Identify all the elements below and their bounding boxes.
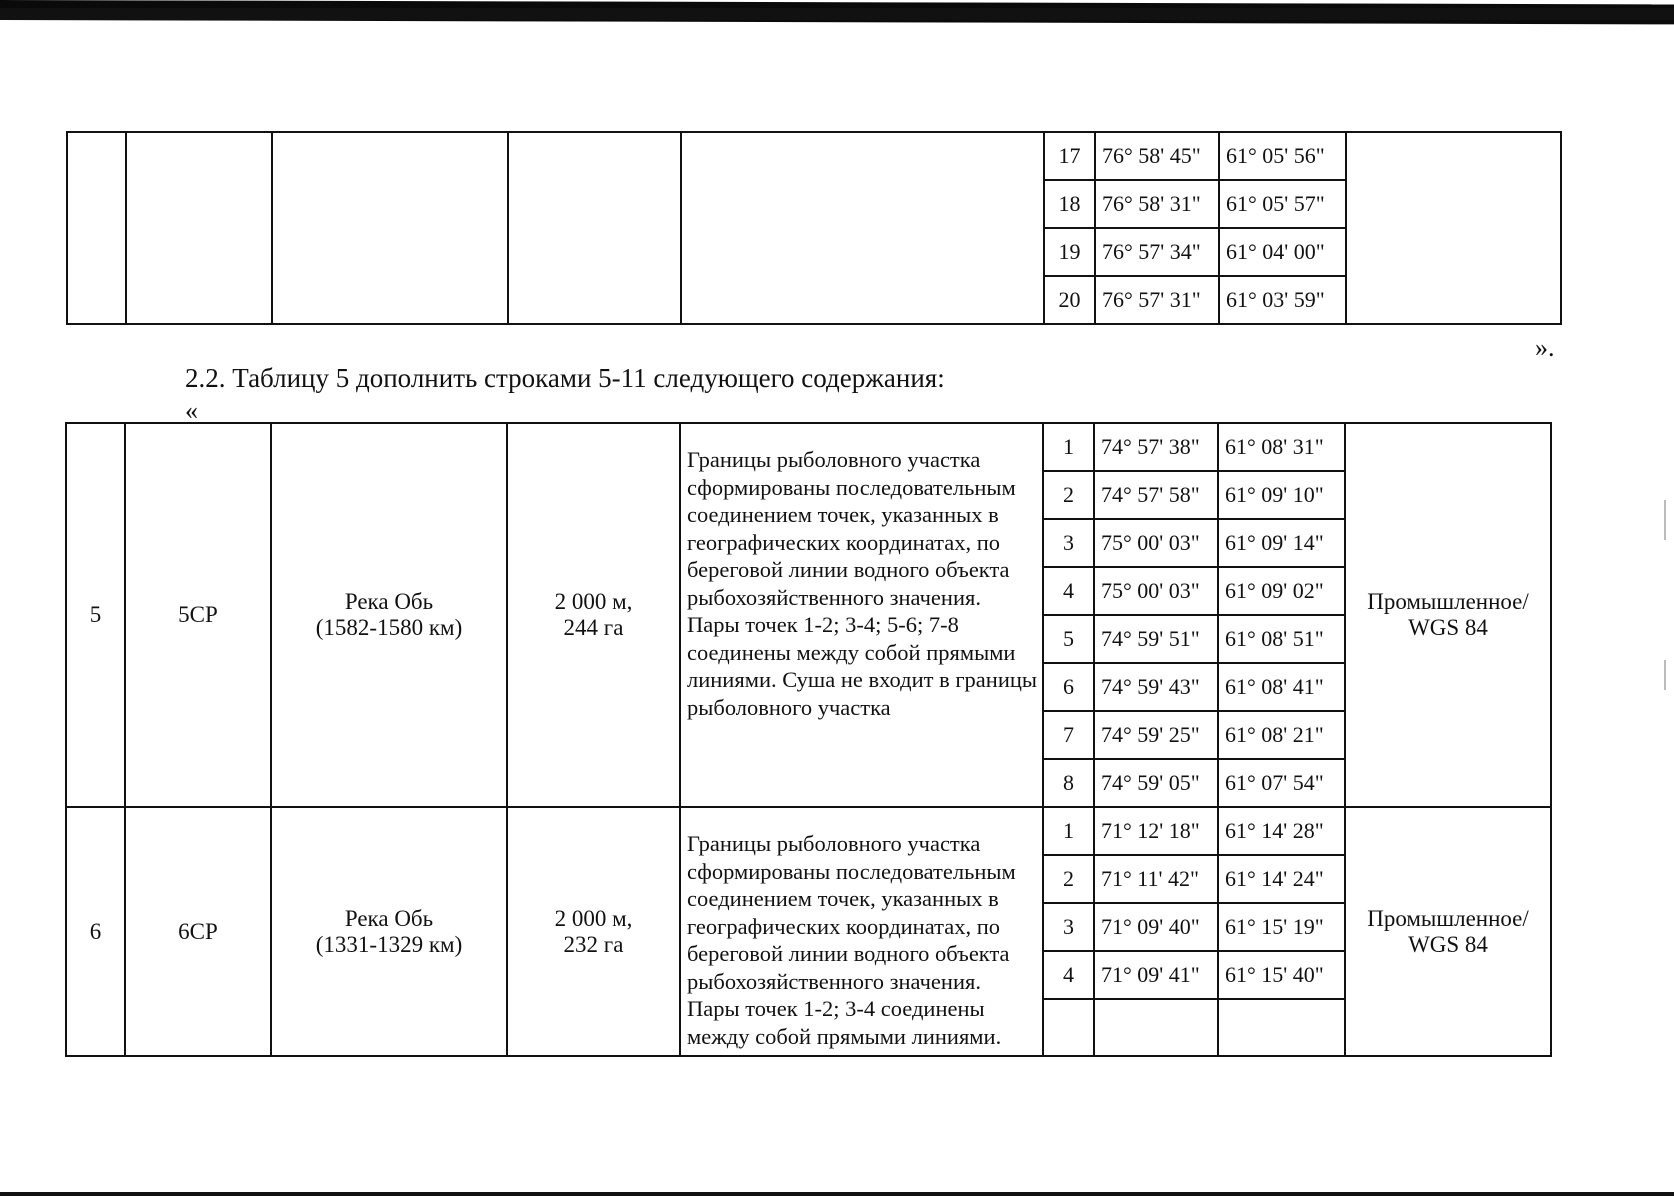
empty-cell [272,132,508,324]
point-number: 18 [1044,180,1095,228]
empty-cell [1346,132,1561,324]
site-area: 244 га [563,615,624,640]
point-longitude: 74° 59' 43" [1094,663,1218,711]
water-body-cell [271,807,507,1056]
table-row [66,423,1551,471]
point-number: 3 [1043,903,1094,951]
empty-cell [508,132,681,324]
site-code: 5СР [125,423,271,807]
empty-cell [126,132,272,324]
point-longitude: 74° 59' 51" [1094,615,1218,663]
point-latitude: 61° 15' 40" [1218,951,1345,999]
point-latitude: 61° 08' 31" [1218,423,1345,471]
scan-artifact [1664,660,1666,690]
empty-cell [1043,999,1094,1056]
size-cell [507,423,680,807]
point-longitude: 71° 09' 41" [1094,951,1218,999]
point-latitude: 61° 05' 57" [1219,180,1346,228]
table-row [67,132,1561,180]
point-latitude: 61° 07' 54" [1218,759,1345,807]
point-longitude: 71° 09' 40" [1094,903,1218,951]
site-length: 2 000 м, [554,905,633,931]
scan-artifact [1664,500,1666,540]
point-number: 2 [1043,471,1094,519]
closing-quote: ». [1535,333,1555,362]
coordinate-datum: WGS 84 [1408,931,1488,957]
boundary-description: Границы рыболовного участка сформированы последовательным соединением точек, указанных в географических координатах, по береговой линии водного объекта рыбохозяйственного значения. Пары точек 1-2; 3-4; 5-6; 7-8 соединены между собой прямыми линиями. Суша не входит в границы рыболовного участка [680,423,1043,807]
point-latitude: 61° 09' 02" [1218,567,1345,615]
coordinate-datum: WGS 84 [1408,615,1488,640]
top-scan-border-inner [0,8,1674,20]
point-number: 4 [1043,951,1094,999]
point-longitude: 71° 12' 18" [1094,807,1218,855]
point-latitude: 61° 05' 56" [1219,132,1346,180]
point-number: 19 [1044,228,1095,276]
point-latitude: 61° 09' 14" [1218,519,1345,567]
point-latitude: 61° 08' 51" [1218,615,1345,663]
point-longitude: 74° 59' 05" [1094,759,1218,807]
bottom-scan-border [0,1192,1674,1196]
empty-cell [681,132,1044,324]
river-km-range: (1582-1580 км) [315,615,463,640]
usage-type: Промышленное/ [1367,589,1529,614]
point-longitude: 74° 59' 25" [1094,711,1218,759]
empty-cell [1218,999,1345,1056]
point-number: 1 [1043,807,1094,855]
point-number: 7 [1043,711,1094,759]
point-longitude: 76° 57' 31" [1095,276,1219,324]
point-latitude: 61° 15' 19" [1218,903,1345,951]
point-number: 3 [1043,519,1094,567]
river-km-range: (1331-1329 км) [315,931,463,957]
empty-cell [1094,999,1218,1056]
point-number: 20 [1044,276,1095,324]
point-longitude: 76° 58' 45" [1095,132,1219,180]
point-longitude: 76° 58' 31" [1095,180,1219,228]
continuation-table [66,131,1562,325]
opening-quote: « [185,396,198,425]
fishing-sites-table [65,422,1552,1057]
usage-type-cell [1345,807,1551,1056]
site-area: 232 га [563,931,624,957]
section-heading: 2.2. Таблицу 5 дополнить строками 5-11 следующего содержания: [185,363,945,393]
point-latitude: 61° 14' 28" [1218,807,1345,855]
point-latitude: 61° 09' 10" [1218,471,1345,519]
point-longitude: 74° 57' 38" [1094,423,1218,471]
entry-number: 6 [66,807,125,1056]
water-body-name: Река Обь [344,589,434,614]
point-latitude: 61° 14' 24" [1218,855,1345,903]
point-latitude: 61° 03' 59" [1219,276,1346,324]
entry-number: 5 [66,423,125,807]
point-longitude: 75° 00' 03" [1094,567,1218,615]
point-latitude: 61° 08' 41" [1218,663,1345,711]
size-cell [507,807,680,1056]
point-number: 1 [1043,423,1094,471]
point-latitude: 61° 08' 21" [1218,711,1345,759]
site-length: 2 000 м, [554,589,633,614]
table-row [66,807,1551,855]
point-number: 8 [1043,759,1094,807]
point-number: 4 [1043,567,1094,615]
water-body-name: Река Обь [344,905,434,931]
empty-cell [67,132,126,324]
site-code: 6СР [125,807,271,1056]
point-latitude: 61° 04' 00" [1219,228,1346,276]
water-body-cell [271,423,507,807]
point-number: 2 [1043,855,1094,903]
point-longitude: 76° 57' 34" [1095,228,1219,276]
point-longitude: 74° 57' 58" [1094,471,1218,519]
point-longitude: 71° 11' 42" [1094,855,1218,903]
point-longitude: 75° 00' 03" [1094,519,1218,567]
point-number: 5 [1043,615,1094,663]
usage-type-cell [1345,423,1551,807]
boundary-description: Границы рыболовного участка сформированы последовательным соединением точек, указанных в географических координатах, по береговой линии водного объекта рыбохозяйственного значения. Пары точек 1-2; 3-4 соединены между собой прямыми линиями. [680,807,1043,1056]
point-number: 17 [1044,132,1095,180]
point-number: 6 [1043,663,1094,711]
usage-type: Промышленное/ [1367,905,1529,931]
